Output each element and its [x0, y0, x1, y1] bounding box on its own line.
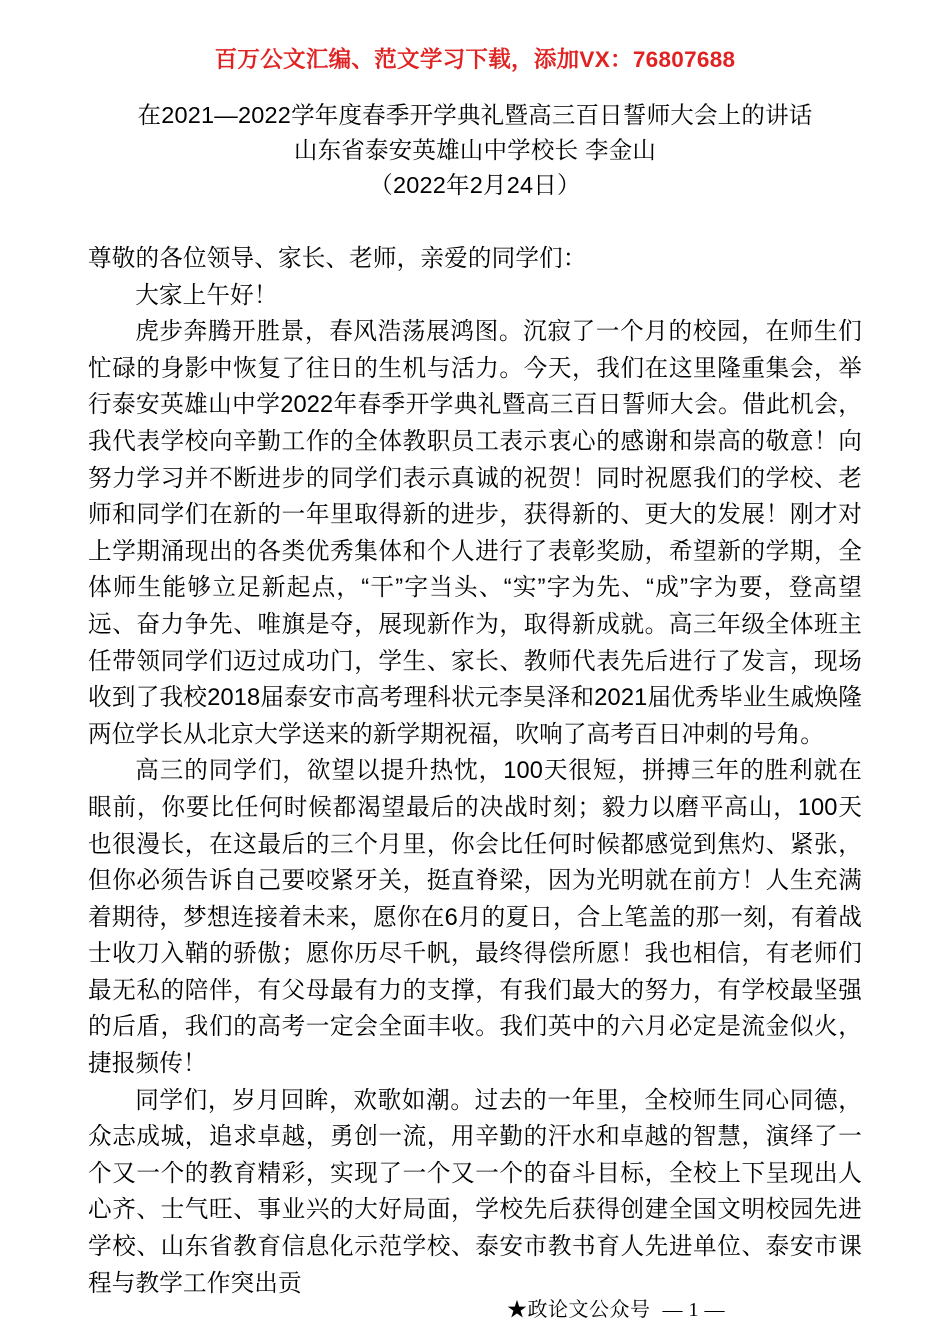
document-body — [88, 241, 862, 1302]
paragraph-salutation: 尊敬的各位领导、家长、老师，亲爱的同学们： — [88, 246, 587, 272]
promo-banner: 百万公文汇编、范文学习下载，添加VX：76807688 — [214, 47, 736, 72]
document-speaker: 山东省泰安英雄山中学校长 李金山 — [293, 137, 657, 163]
footer-watermark: ★政论文公众号 — [506, 1299, 651, 1321]
title-block — [0, 98, 950, 203]
document-title: 在2021—2022学年度春季开学典礼暨高三百日誓师大会上的讲话 — [137, 102, 813, 128]
paragraph-review: 同学们，岁月回眸，欢歌如潮。过去的一年里，全校师生同心同德，众志成城，追求卓越，勇创一流，用辛勤的汗水和卓越的智慧，演绎了一个又一个的教育精彩，实现了一个又一个的奋斗目标，全校上下呈现出人心齐、士气旺、事业兴的大好局面，学校先后获得创建全国文明校园先进学校、山东省教育信息化示范学校、泰安市教书育人先进单位、泰安市课程与教学工作突出贡 — [88, 1087, 862, 1297]
document-date: （2022年2月24日） — [369, 172, 581, 198]
page-footer — [0, 1293, 950, 1322]
paragraph-seniors: 高三的同学们，欲望以提升热忱，100天很短，拼搏三年的胜利就在眼前，你要比任何时候都渴望最后的决战时刻；毅力以磨平高山，100天也很漫长，在这最后的三个月里，你会比任何时候都感觉到焦灼、紧张，但你必须告诉自己要咬紧牙关，挺直脊梁，因为光明就在前方！人生充满着期待，梦想连接着未来，愿你在6月的夏日，合上笔盖的那一刻，有着战士收刀入鞘的骄傲；愿你历尽千帆，最终得偿所愿！我也相信，有老师们最无私的陪伴，有父母最有力的支撑，有我们最大的努力，有学校最坚强的后盾，我们的高考一定会全面丰收。我们英中的六月必定是流金似火，捷报频传！ — [88, 758, 862, 1078]
paragraph-greeting: 大家上午好！ — [135, 282, 278, 309]
footer-inner — [507, 1293, 725, 1322]
paragraph-opening: 虎步奔腾开胜景，春风浩荡展鸿图。沉寂了一个月的校园，在师生们忙碌的身影中恢复了往日的生机与活力。今天，我们在这里隆重集会，举行泰安英雄山中学2022年春季开学典礼暨高三百日誓师大会。借此机会，我代表学校向辛勤工作的全体教职员工表示衷心的感谢和崇高的敬意！向努力学习并不断进步的同学们表示真诚的祝贺！同时祝愿我们的学校、老师和同学们在新的一年里取得新的进步，获得新的、更大的发展！刚才对上学期涌现出的各类优秀集体和个人进行了表彰奖励，希望新的学期，全体师生能够立足新起点，“干”字当头、“实”字为先、“成”字为要，登高望远、奋力争先、唯旗是夺，展现新作为，取得新成就。高三年级全体班主任带领同学们迈过成功门，学生、家长、教师代表先后进行了发言，现场收到了我校2018届泰安市高考理科状元李昊泽和2021届优秀毕业生戚焕隆两位学长从北京大学送来的新学期祝福，吹响了高考百日冲刺的号角。 — [88, 319, 862, 748]
page-number: — 1 — — [662, 1299, 726, 1321]
